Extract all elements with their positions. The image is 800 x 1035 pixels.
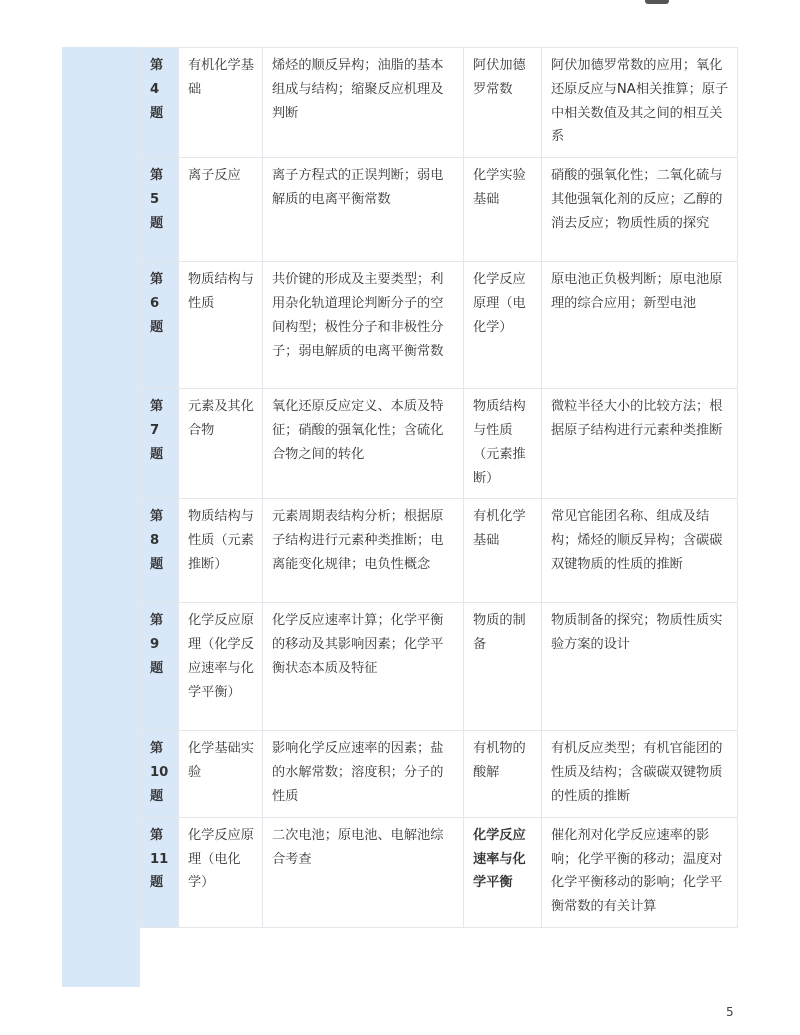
question-number-cell: 第 11 题 — [141, 817, 179, 927]
question-number-cell: 第 4 题 — [141, 48, 179, 158]
knowledge-cell-2: 物质制备的探究；物质性质实验方案的设计 — [542, 603, 738, 731]
topic-cell-2: 化学反应原理（电化学） — [464, 262, 542, 389]
topic-cell-2: 阿伏加德罗常数 — [464, 48, 542, 158]
topic-cell: 化学基础实验 — [179, 731, 263, 817]
table-row — [141, 262, 738, 389]
topic-cell: 元素及其化合物 — [179, 389, 263, 499]
knowledge-cell: 氧化还原反应定义、本质及特征；硝酸的强氧化性；含硫化合物之间的转化 — [263, 389, 464, 499]
knowledge-cell: 烯烃的顺反异构；油脂的基本组成与结构；缩聚反应机理及判断 — [263, 48, 464, 158]
left-highlight-band — [62, 47, 140, 987]
table-row — [141, 603, 738, 731]
knowledge-cell: 共价键的形成及主要类型；利用杂化轨道理论判断分子的空间构型；极性分子和非极性分子；弱电解质的电离平衡常数 — [263, 262, 464, 389]
knowledge-cell-2: 微粒半径大小的比较方法；根据原子结构进行元素种类推断 — [542, 389, 738, 499]
knowledge-cell: 二次电池；原电池、电解池综合考查 — [263, 817, 464, 927]
question-number-cell: 第 7 题 — [141, 389, 179, 499]
knowledge-cell-2: 阿伏加德罗常数的应用；氧化还原反应与NA相关推算；原子中相关数值及其之间的相互关系 — [542, 48, 738, 158]
table-row — [141, 48, 738, 158]
knowledge-cell-2: 催化剂对化学反应速率的影响；化学平衡的移动；温度对化学平衡移动的影响；化学平衡常数的有关计算 — [542, 817, 738, 927]
knowledge-cell: 离子方程式的正误判断；弱电解质的电离平衡常数 — [263, 158, 464, 262]
topic-cell-2: 化学实验基础 — [464, 158, 542, 262]
page-top-fragment — [645, 0, 669, 4]
topic-cell: 物质结构与性质（元素推断） — [179, 499, 263, 603]
question-number-cell: 第 8 题 — [141, 499, 179, 603]
knowledge-cell-2: 有机反应类型；有机官能团的性质及结构；含碳碳双键物质的性质的推断 — [542, 731, 738, 817]
question-number-cell: 第 6 题 — [141, 262, 179, 389]
topic-cell: 有机化学基础 — [179, 48, 263, 158]
topic-cell: 化学反应原理（电化学） — [179, 817, 263, 927]
topic-cell-2: 化学反应速率与化学平衡 — [464, 817, 542, 927]
knowledge-cell-2: 常见官能团名称、组成及结构；烯烃的顺反异构；含碳碳双键物质的性质的推断 — [542, 499, 738, 603]
question-number-cell: 第 10 题 — [141, 731, 179, 817]
topic-cell-2: 物质结构与性质（元素推断） — [464, 389, 542, 499]
topic-cell-2: 有机物的酸解 — [464, 731, 542, 817]
question-number-cell: 第 9 题 — [141, 603, 179, 731]
knowledge-cell: 影响化学反应速率的因素；盐的水解常数；溶度积；分子的性质 — [263, 731, 464, 817]
topic-cell-2: 物质的制备 — [464, 603, 542, 731]
question-number-cell: 第 5 题 — [141, 158, 179, 262]
knowledge-cell-2: 原电池正负极判断；原电池原理的综合应用；新型电池 — [542, 262, 738, 389]
knowledge-cell-2: 硝酸的强氧化性；二氧化硫与其他强氧化剂的反应；乙醇的消去反应；物质性质的探究 — [542, 158, 738, 262]
page-number: 5 — [726, 1005, 734, 1019]
knowledge-cell: 元素周期表结构分析；根据原子结构进行元素种类推断；电离能变化规律；电负性概念 — [263, 499, 464, 603]
table-row — [141, 499, 738, 603]
table-row — [141, 389, 738, 499]
knowledge-cell: 化学反应速率计算；化学平衡的移动及其影响因素；化学平衡状态本质及特征 — [263, 603, 464, 731]
table-row — [141, 817, 738, 927]
topic-cell: 物质结构与性质 — [179, 262, 263, 389]
topic-cell-2: 有机化学基础 — [464, 499, 542, 603]
table-row — [141, 158, 738, 262]
topic-cell: 离子反应 — [179, 158, 263, 262]
topic-cell: 化学反应原理（化学反应速率与化学平衡） — [179, 603, 263, 731]
table-row — [141, 731, 738, 817]
exam-topic-table — [140, 47, 738, 928]
